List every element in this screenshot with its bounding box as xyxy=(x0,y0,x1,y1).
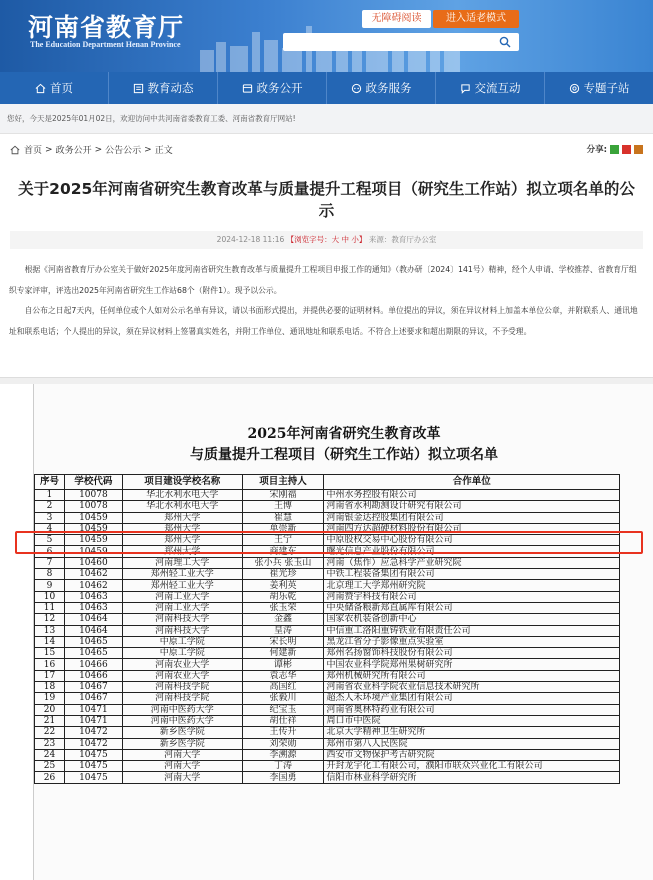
table-cell: 10475 xyxy=(64,772,122,783)
table-row xyxy=(35,715,620,726)
breadcrumb xyxy=(10,143,173,156)
table-cell: 北京理工大学郑州研究院 xyxy=(324,580,620,591)
table-cell: 10465 xyxy=(64,636,122,647)
table-cell: 1 xyxy=(35,490,65,501)
table-cell: 崔慧 xyxy=(242,512,324,523)
chat-icon xyxy=(460,83,471,94)
table-row xyxy=(35,569,620,580)
breadcrumb-gov[interactable]: 政务公开 xyxy=(55,146,92,156)
table-cell: 郑州大学 xyxy=(122,546,242,557)
table-cell: 10464 xyxy=(64,614,122,625)
table-cell: 中原工学院 xyxy=(122,636,242,647)
table-cell: 郑州大学 xyxy=(122,523,242,534)
table-cell: 李溯源 xyxy=(242,749,324,760)
table-row xyxy=(35,512,620,523)
table-row xyxy=(35,490,620,501)
table-cell: 河南省奥林特药业有限公司 xyxy=(324,704,620,715)
column-header: 项目建设学校名称 xyxy=(122,475,242,490)
table-cell: 10459 xyxy=(64,546,122,557)
table-cell: 10472 xyxy=(64,727,122,738)
main-nav xyxy=(0,72,653,104)
table-row xyxy=(35,761,620,772)
table-header-row xyxy=(35,475,620,490)
table-cell: 河南农业大学 xyxy=(122,670,242,681)
table-row xyxy=(35,557,620,568)
nav-label: 专题子站 xyxy=(583,81,630,95)
table-cell: 胡乐乾 xyxy=(242,591,324,602)
nav-label: 政务服务 xyxy=(365,81,412,95)
table-row xyxy=(35,648,620,659)
table-cell: 新乡医学院 xyxy=(122,727,242,738)
table-cell: 中铁工程装备集团有限公司 xyxy=(324,569,620,580)
article-source: 来源：教育厅办公室 xyxy=(368,235,437,244)
table-cell: 10475 xyxy=(64,761,122,772)
table-cell: 10471 xyxy=(64,715,122,726)
table-cell: 中原工学院 xyxy=(122,648,242,659)
table-cell: 单崇新 xyxy=(242,523,324,534)
table-cell: 10471 xyxy=(64,704,122,715)
table-cell: 北京大学精神卫生研究所 xyxy=(324,727,620,738)
table-cell: 郑州轻工业大学 xyxy=(122,569,242,580)
table-cell: 郑州轻工业大学 xyxy=(122,580,242,591)
table-cell: 12 xyxy=(35,614,65,625)
table-row xyxy=(35,749,620,760)
table-cell: 26 xyxy=(35,772,65,783)
table-cell: 5 xyxy=(35,535,65,546)
site-title[interactable]: 河南省教育厅 xyxy=(28,13,185,42)
section-divider xyxy=(0,377,653,384)
table-cell: 10078 xyxy=(64,501,122,512)
table-cell: 郑州市第八人民医院 xyxy=(324,738,620,749)
table-cell: 黑龙江省分子影像重点实验室 xyxy=(324,636,620,647)
attachment-scan xyxy=(33,384,653,880)
table-cell: 李国勇 xyxy=(242,772,324,783)
table-row xyxy=(35,693,620,704)
table-row xyxy=(35,636,620,647)
article-body xyxy=(9,260,642,342)
table-cell: 河南（焦作）应急科学产业研究院 xyxy=(324,557,620,568)
project-list-table xyxy=(34,474,620,784)
table-cell: 郑州名扬窗饰科技股份有限公司 xyxy=(324,648,620,659)
table-cell: 河南工业大学 xyxy=(122,591,242,602)
table-cell: 华北水利水电大学 xyxy=(122,501,242,512)
site-header xyxy=(0,0,653,72)
print-icon[interactable] xyxy=(634,145,643,154)
table-cell: 袁志华 xyxy=(242,670,324,681)
table-cell: 王博 xyxy=(242,501,324,512)
table-cell: 10472 xyxy=(64,738,122,749)
table-row xyxy=(35,580,620,591)
table-cell: 金鑫 xyxy=(242,614,324,625)
breadcrumb-current: 正文 xyxy=(154,146,173,156)
accessible-reading-button[interactable]: 无障碍阅读 xyxy=(362,10,431,28)
share-label: 分享: xyxy=(586,145,607,155)
table-row xyxy=(35,591,620,602)
nav-label: 政务公开 xyxy=(256,81,303,95)
table-cell: 15 xyxy=(35,648,65,659)
table-cell: 河南省农业科学院农业信息技术研究所 xyxy=(324,682,620,693)
table-cell: 河南赞宇科技有限公司 xyxy=(324,591,620,602)
column-header: 合作单位 xyxy=(324,475,620,490)
table-cell: 18 xyxy=(35,682,65,693)
nav-item-gov[interactable] xyxy=(218,72,327,104)
table-cell: 10475 xyxy=(64,749,122,760)
table-row xyxy=(35,670,620,681)
column-header: 学校代码 xyxy=(64,475,122,490)
table-cell: 中州水务控股有限公司 xyxy=(324,490,620,501)
breadcrumb-home[interactable]: 首页 xyxy=(24,146,43,156)
table-cell: 郑州机械研究所有限公司 xyxy=(324,670,620,681)
site-icon xyxy=(569,83,580,94)
table-cell: 24 xyxy=(35,749,65,760)
table-cell: 宋刚福 xyxy=(242,490,324,501)
column-header: 项目主持人 xyxy=(242,475,324,490)
table-row xyxy=(35,682,620,693)
table-cell: 河南科技学院 xyxy=(122,693,242,704)
table-cell: 谭彬 xyxy=(242,659,324,670)
table-cell: 13 xyxy=(35,625,65,636)
article-date: 2024-12-18 11:16 xyxy=(216,235,285,244)
table-cell: 9 xyxy=(35,580,65,591)
search-icon[interactable] xyxy=(499,36,511,48)
table-row xyxy=(35,772,620,783)
table-cell: 信阳市林业科学研究所 xyxy=(324,772,620,783)
table-cell: 纪宝玉 xyxy=(242,704,324,715)
nav-item-service[interactable] xyxy=(327,72,436,104)
nav-item-home[interactable] xyxy=(0,72,109,104)
table-cell: 8 xyxy=(35,569,65,580)
table-cell: 崔光珍 xyxy=(242,569,324,580)
breadcrumb-separator: > xyxy=(45,144,53,155)
table-cell: 20 xyxy=(35,704,65,715)
table-cell: 10459 xyxy=(64,523,122,534)
table-cell: 10466 xyxy=(64,670,122,681)
table-cell: 河南中医药大学 xyxy=(122,704,242,715)
table-row xyxy=(35,704,620,715)
table-cell: 10459 xyxy=(64,512,122,523)
table-cell: 郑州大学 xyxy=(122,535,242,546)
table-cell: 曙光信息产业股份有限公司 xyxy=(324,546,620,557)
wechat-share-icon[interactable] xyxy=(610,145,619,154)
table-cell: 16 xyxy=(35,659,65,670)
table-cell: 10465 xyxy=(64,648,122,659)
table-cell: 10 xyxy=(35,591,65,602)
nav-item-interact[interactable] xyxy=(436,72,545,104)
greeting-text: 您好，今天是2025年01月02日，欢迎访问中共河南省委教育工委、河南省教育厅网站! xyxy=(0,104,653,134)
site-subtitle: The Education Department Henan Province xyxy=(30,40,181,49)
table-cell: 23 xyxy=(35,738,65,749)
table-cell: 新乡医学院 xyxy=(122,738,242,749)
table-cell: 开封龙宇化工有限公司，濮阳市联众兴业化工有限公司 xyxy=(324,761,620,772)
table-row xyxy=(35,614,620,625)
weibo-share-icon[interactable] xyxy=(622,145,631,154)
breadcrumb-notice[interactable]: 公告公示 xyxy=(105,146,142,156)
search-box xyxy=(283,33,519,51)
nav-item-news[interactable] xyxy=(109,72,218,104)
article-paragraph: 根据《河南省教育厅办公室关于做好2025年度河南省研究生教育改革与质量提升工程项目申报工作的通知》（教办研〔2024〕141号）精神，经个人申请、学校推荐、省教育厅组织专家评审，评选出2025年河南省研究生工作站68个（附件1）。现予以公示。 xyxy=(9,265,637,295)
table-cell: 河南省水利勘测设计研究有限公司 xyxy=(324,501,620,512)
table-cell: 华北水利水电大学 xyxy=(122,490,242,501)
table-cell: 胡仕祥 xyxy=(242,715,324,726)
table-row xyxy=(35,625,620,636)
table-cell: 姜利英 xyxy=(242,580,324,591)
table-cell: 10467 xyxy=(64,693,122,704)
highlight-box xyxy=(15,531,643,554)
table-cell: 10463 xyxy=(64,602,122,613)
table-cell: 刘荣勋 xyxy=(242,738,324,749)
nav-label: 首页 xyxy=(50,81,73,95)
table-cell: 10460 xyxy=(64,557,122,568)
table-cell: 皇涛 xyxy=(242,625,324,636)
table-cell: 河南大学 xyxy=(122,749,242,760)
table-cell: 中央储备粮新郑直属库有限公司 xyxy=(324,602,620,613)
table-cell: 河南农业大学 xyxy=(122,659,242,670)
table-cell: 10467 xyxy=(64,682,122,693)
table-cell: 10463 xyxy=(64,591,122,602)
table-cell: 11 xyxy=(35,602,65,613)
table-cell: 6 xyxy=(35,546,65,557)
table-cell: 张毅川 xyxy=(242,693,324,704)
table-cell: 国家农机装备创新中心 xyxy=(324,614,620,625)
table-cell: 14 xyxy=(35,636,65,647)
table-cell: 郑州大学 xyxy=(122,512,242,523)
table-cell: 22 xyxy=(35,727,65,738)
table-cell: 周口市中医院 xyxy=(324,715,620,726)
table-cell: 河南科技学院 xyxy=(122,682,242,693)
table-cell: 宋长明 xyxy=(242,636,324,647)
service-icon xyxy=(351,83,362,94)
article-meta xyxy=(10,231,643,249)
table-cell: 10078 xyxy=(64,490,122,501)
table-cell: 25 xyxy=(35,761,65,772)
attachment-title-line: 2025年河南省研究生教育改革 xyxy=(247,426,441,442)
share-bar xyxy=(587,143,643,155)
table-cell: 10466 xyxy=(64,659,122,670)
table-row xyxy=(35,727,620,738)
breadcrumb-separator: > xyxy=(94,144,103,155)
table-cell: 河南科技大学 xyxy=(122,625,242,636)
table-cell: 河南理工大学 xyxy=(122,557,242,568)
table-cell: 何建新 xyxy=(242,648,324,659)
table-cell: 商建东 xyxy=(242,546,324,557)
attachment-title-line: 与质量提升工程项目（研究生工作站）拟立项名单 xyxy=(190,447,498,463)
attachment-title xyxy=(34,424,653,466)
table-cell: 17 xyxy=(35,670,65,681)
table-row xyxy=(35,501,620,512)
article-title: 关于2025年河南省研究生教育改革与质量提升工程项目（研究生工作站）拟立项名单的公示 xyxy=(18,180,635,220)
table-row xyxy=(35,602,620,613)
table-cell: 河南四方达超硬材料股份有限公司 xyxy=(324,523,620,534)
gov-icon xyxy=(242,83,253,94)
table-cell: 10459 xyxy=(64,535,122,546)
breadcrumb-separator: > xyxy=(144,144,152,155)
table-cell: 4 xyxy=(35,523,65,534)
table-row xyxy=(35,738,620,749)
table-cell: 超杰人禾环境产业集团有限公司 xyxy=(324,693,620,704)
table-cell: 河南银金达控股集团有限公司 xyxy=(324,512,620,523)
table-cell: 中信重工洛阳重铸铁业有限责任公司 xyxy=(324,625,620,636)
search-input[interactable] xyxy=(283,37,483,55)
table-cell: 10462 xyxy=(64,569,122,580)
table-cell: 7 xyxy=(35,557,65,568)
column-header: 序号 xyxy=(35,475,65,490)
table-cell: 10464 xyxy=(64,625,122,636)
table-cell: 河南工业大学 xyxy=(122,602,242,613)
font-size-switch[interactable]: 【浏览字号：大 中 小】 xyxy=(286,235,367,244)
nav-label: 教育动态 xyxy=(147,81,194,95)
table-cell: 高国红 xyxy=(242,682,324,693)
nav-item-sites[interactable] xyxy=(545,72,653,104)
table-cell: 张小兵 张玉山 xyxy=(242,557,324,568)
article-paragraph: 自公布之日起7天内，任何单位或个人如对公示名单有异议，请以书面形式提出，并提供必要的证明材料。单位提出的异议，须在异议材料上加盖本单位公章，并附联系人、通讯地址和联系电话；个人提出的异议，须在异议材料上签署真实姓名，并附工作单位、通讯地址和联系电话。不符合上述要求和超出期限的异议，不予受理。 xyxy=(9,306,638,336)
table-cell: 中原股权交易中心股份有限公司 xyxy=(324,535,620,546)
table-cell: 中国农业科学院郑州果树研究所 xyxy=(324,659,620,670)
table-cell: 王传升 xyxy=(242,727,324,738)
home-icon xyxy=(35,83,46,94)
table-cell: 2 xyxy=(35,501,65,512)
table-cell: 21 xyxy=(35,715,65,726)
table-cell: 河南大学 xyxy=(122,761,242,772)
table-cell: 丁涛 xyxy=(242,761,324,772)
home-icon xyxy=(10,145,20,155)
table-cell: 河南中医药大学 xyxy=(122,715,242,726)
table-cell: 3 xyxy=(35,512,65,523)
table-cell: 10462 xyxy=(64,580,122,591)
table-cell: 河南科技大学 xyxy=(122,614,242,625)
nav-label: 交流互动 xyxy=(474,81,521,95)
news-icon xyxy=(133,83,144,94)
elder-mode-button[interactable]: 进入适老模式 xyxy=(433,10,519,28)
table-cell: 西安市文物保护考古研究院 xyxy=(324,749,620,760)
table-row xyxy=(35,659,620,670)
table-cell: 19 xyxy=(35,693,65,704)
table-cell: 张玉荣 xyxy=(242,602,324,613)
table-cell: 王宁 xyxy=(242,535,324,546)
table-cell: 河南大学 xyxy=(122,772,242,783)
